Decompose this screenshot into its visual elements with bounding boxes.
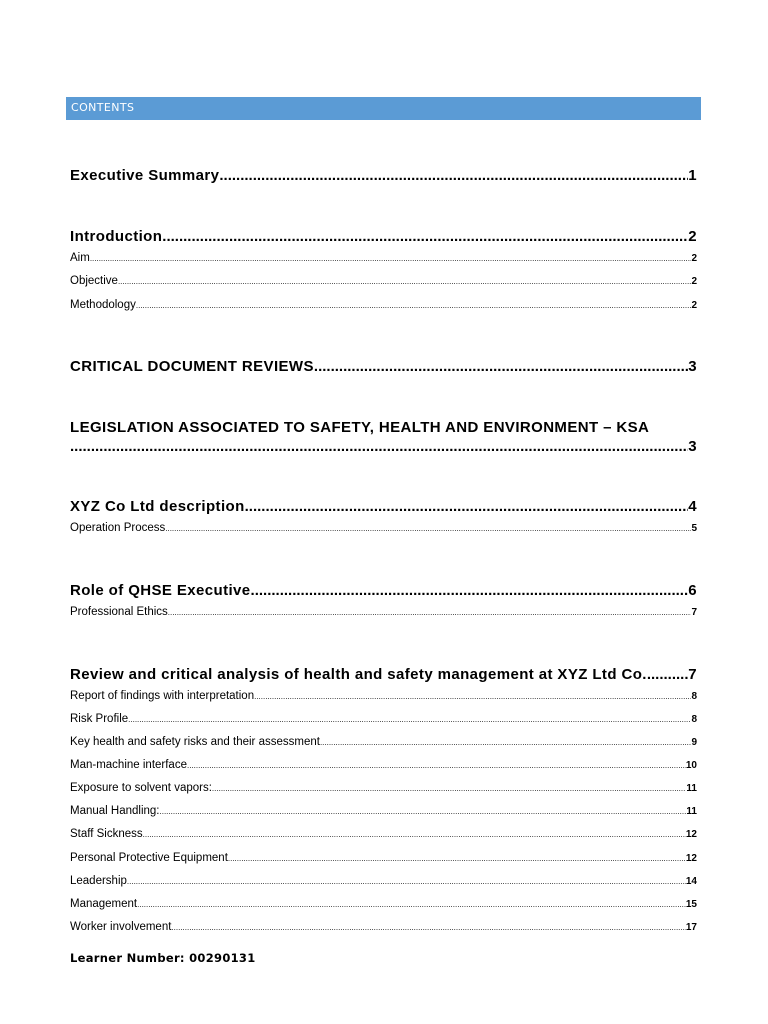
toc-professional-ethics[interactable]: Professional Ethics ..... 7: [70, 606, 697, 618]
toc-key-risks[interactable]: Key health and safety risks and their assessment ..... 9: [70, 736, 697, 748]
toc-methodology[interactable]: Methodology ..... 2: [70, 299, 697, 311]
toc-leadership[interactable]: Leadership ..... 14: [70, 875, 697, 887]
toc-review-analysis[interactable]: Review and critical analysis of health and safety management at XYZ Ltd Co. ..... 7: [70, 666, 697, 683]
toc-solvent-vapors[interactable]: Exposure to solvent vapors: ..... 11: [70, 782, 697, 794]
toc-critical-document-reviews[interactable]: CRITICAL DOCUMENT REVIEWS ..... 3: [70, 358, 697, 375]
toc-introduction[interactable]: Introduction ..... 2: [70, 228, 697, 245]
toc-legislation-leader[interactable]: ..... 3: [70, 438, 697, 455]
toc-legislation-title[interactable]: LEGISLATION ASSOCIATED TO SAFETY, HEALTH AND ENVIRONMENT – KSA: [70, 419, 650, 436]
toc-role-qhse[interactable]: Role of QHSE Executive ..... 6: [70, 582, 697, 599]
toc-risk-profile[interactable]: Risk Profile ..... 8: [70, 713, 697, 725]
learner-number: Learner Number: 00290131: [70, 951, 256, 965]
contents-title: CONTENTS: [71, 101, 135, 114]
toc-executive-summary[interactable]: Executive Summary ..... 1: [70, 167, 697, 184]
toc-operation-process[interactable]: Operation Process ..... 5: [70, 522, 697, 534]
toc-management[interactable]: Management ..... 15: [70, 898, 697, 910]
toc-worker-involvement[interactable]: Worker involvement ..... 17: [70, 921, 697, 933]
toc-report-findings[interactable]: Report of findings with interpretation ..... 8: [70, 690, 697, 702]
toc-aim[interactable]: Aim ..... 2: [70, 252, 697, 264]
toc-manual-handling[interactable]: Manual Handling: ..... 11: [70, 805, 697, 817]
toc-objective[interactable]: Objective ..... 2: [70, 275, 697, 287]
toc-xyz-description[interactable]: XYZ Co Ltd description ..... 4: [70, 498, 697, 515]
toc-staff-sickness[interactable]: Staff Sickness ..... 12: [70, 828, 697, 840]
contents-header: [66, 97, 701, 120]
toc-man-machine[interactable]: Man-machine interface ..... 10: [70, 759, 697, 771]
toc-ppe[interactable]: Personal Protective Equipment ..... 12: [70, 852, 697, 864]
